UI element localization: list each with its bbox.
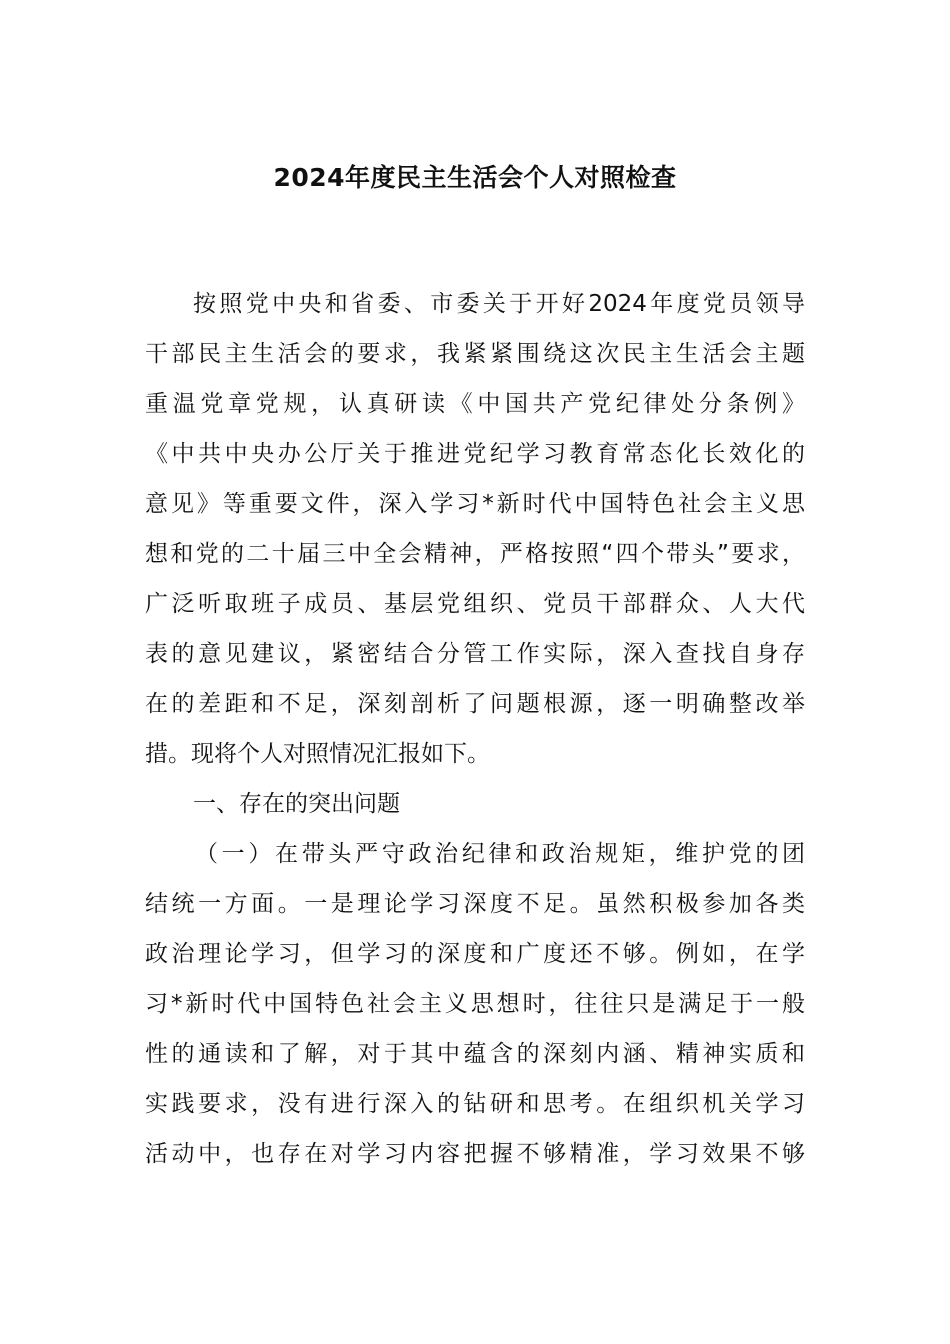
paragraph-line: 意见》等重要文件，深入学习*新时代中国特色社会主义思 xyxy=(145,491,805,517)
paragraph-line: 《中共中央办公厅关于推进党纪学习教育常态化长效化的 xyxy=(145,441,805,467)
paragraph-line: 性的通读和了解，对于其中蕴含的深刻内涵、精神实质和 xyxy=(145,1041,805,1067)
paragraph-line: 习*新时代中国特色社会主义思想时，往往只是满足于一般 xyxy=(145,991,805,1017)
paragraph-line: 在的差距和不足，深刻剖析了问题根源，逐一明确整改举 xyxy=(145,691,805,717)
paragraph-line: 按照党中央和省委、市委关于开好2024年度党员领导 xyxy=(193,291,805,317)
paragraph-line: （一）在带头严守政治纪律和政治规矩，维护党的团 xyxy=(195,841,805,867)
paragraph-line: 活动中，也存在对学习内容把握不够精准，学习效果不够 xyxy=(145,1141,805,1167)
paragraph-line: 实践要求，没有进行深入的钻研和思考。在组织机关学习 xyxy=(145,1091,805,1117)
paragraph-line: 广泛听取班子成员、基层党组织、党员干部群众、人大代 xyxy=(145,591,805,617)
document-title: 2024年度民主生活会个人对照检查 xyxy=(273,163,677,192)
paragraph-line: 表的意见建议，紧密结合分管工作实际，深入查找自身存 xyxy=(145,641,805,667)
paragraph-line: 措。现将个人对照情况汇报如下。 xyxy=(145,741,490,767)
paragraph-line: 结统一方面。一是理论学习深度不足。虽然积极参加各类 xyxy=(145,891,805,917)
paragraph-line: 重温党章党规，认真研读《中国共产党纪律处分条例》 xyxy=(145,391,805,417)
paragraph-line: 想和党的二十届三中全会精神，严格按照“四个带头”要求， xyxy=(145,541,805,567)
section-heading: 一、存在的突出问题 xyxy=(193,791,400,817)
paragraph-line: 干部民主生活会的要求，我紧紧围绕这次民主生活会主题 xyxy=(145,341,805,367)
paragraph-line: 政治理论学习，但学习的深度和广度还不够。例如，在学 xyxy=(145,941,805,967)
document-body xyxy=(145,279,805,1179)
